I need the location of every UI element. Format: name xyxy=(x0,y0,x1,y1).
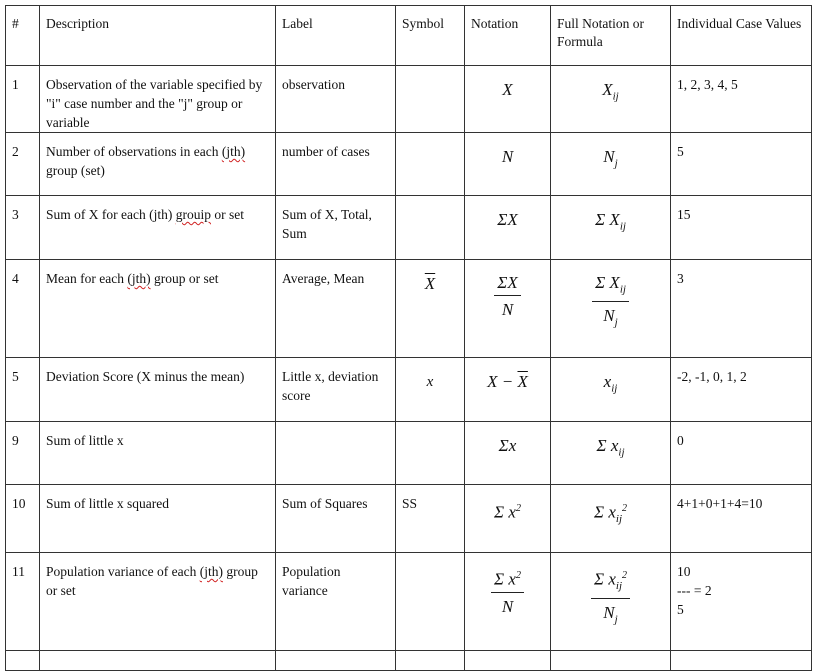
row-values: 5 xyxy=(671,133,812,196)
row-label: observation xyxy=(276,66,396,133)
row-description: Deviation Score (X minus the mean) xyxy=(40,358,276,422)
row-full-notation xyxy=(551,422,671,485)
math-full-notation: $x_{ij}$ xyxy=(603,372,618,395)
table-row-partial xyxy=(6,651,812,671)
row-number: 9 xyxy=(6,422,40,485)
row-number: 11 xyxy=(6,553,40,651)
row-values: 0 xyxy=(671,422,812,485)
header-description: Description xyxy=(40,6,276,66)
math-full-notation: Σ $x_{ij}^2$ xyxy=(593,502,628,526)
table-row xyxy=(6,66,812,133)
row-label xyxy=(276,422,396,485)
table-row xyxy=(6,260,812,358)
row-notation xyxy=(465,260,551,358)
row-symbol xyxy=(396,133,465,196)
row-number: 5 xyxy=(6,358,40,422)
math-notation-fraction: $\frac{\Sigma X}{N}$ xyxy=(494,273,521,321)
row-symbol xyxy=(396,553,465,651)
row-symbol xyxy=(396,260,465,358)
row-notation xyxy=(465,485,551,553)
math-notation: Σx xyxy=(498,436,517,455)
row-full-notation xyxy=(551,196,671,260)
row-notation xyxy=(465,358,551,422)
row-notation xyxy=(465,66,551,133)
row-description: Sum of X for each (jth) grouip or set xyxy=(40,196,276,260)
math-notation: Σ $x^2$ xyxy=(494,502,521,522)
statistics-notation-table xyxy=(5,5,812,671)
math-full-notation: $N_j$ xyxy=(603,147,618,170)
math-symbol: $\overline{X}$ xyxy=(424,274,436,293)
row-description: Sum of little x xyxy=(40,422,276,485)
header-label: Label xyxy=(276,6,396,66)
math-full-notation: $X_{ij}$ xyxy=(602,80,619,103)
row-values: -2, -1, 0, 1, 2 xyxy=(671,358,812,422)
row-notation xyxy=(465,133,551,196)
row-description: Mean for each (jth) group or set xyxy=(40,260,276,358)
table-row xyxy=(6,485,812,553)
row-symbol xyxy=(396,196,465,260)
row-values: 15 xyxy=(671,196,812,260)
row-values: 3 xyxy=(671,260,812,358)
header-row xyxy=(6,6,812,66)
row-label: Little x, deviation score xyxy=(276,358,396,422)
math-full-notation-fraction: $\frac{\Sigma X_{ij}}{N_j}$ xyxy=(592,273,629,334)
row-full-notation xyxy=(551,133,671,196)
row-number: 2 xyxy=(6,133,40,196)
row-description: Population variance of each (jth) group or set xyxy=(40,553,276,651)
row-full-notation xyxy=(551,260,671,358)
row-label: Sum of X, Total, Sum xyxy=(276,196,396,260)
row-label: Sum of Squares xyxy=(276,485,396,553)
table-row xyxy=(6,422,812,485)
table-row xyxy=(6,358,812,422)
row-full-notation xyxy=(551,358,671,422)
row-full-notation xyxy=(551,66,671,133)
table-row xyxy=(6,133,812,196)
row-label: number of cases xyxy=(276,133,396,196)
value-line: 10 xyxy=(677,564,691,579)
row-notation xyxy=(465,422,551,485)
header-symbol: Symbol xyxy=(396,6,465,66)
row-number: 1 xyxy=(6,66,40,133)
row-description: Number of observations in each (jth) group (set) xyxy=(40,133,276,196)
row-number: 3 xyxy=(6,196,40,260)
row-notation xyxy=(465,553,551,651)
row-symbol xyxy=(396,66,465,133)
row-symbol: SS xyxy=(396,485,465,553)
row-number: 10 xyxy=(6,485,40,553)
row-values xyxy=(671,553,812,651)
math-notation-fraction: $\frac{\Sigma x^2}{N}$ xyxy=(491,566,524,618)
math-full-notation: Σ $X_{ij}$ xyxy=(595,210,626,233)
row-full-notation xyxy=(551,553,671,651)
math-notation: N xyxy=(501,147,514,166)
math-notation: X xyxy=(502,80,513,99)
row-label: Population variance xyxy=(276,553,396,651)
row-values: 1, 2, 3, 4, 5 xyxy=(671,66,812,133)
header-notation: Notation xyxy=(465,6,551,66)
row-symbol xyxy=(396,422,465,485)
row-label: Average, Mean xyxy=(276,260,396,358)
row-notation xyxy=(465,196,551,260)
math-notation: $X - \overline{X}$ xyxy=(487,372,528,391)
math-symbol: x xyxy=(426,374,434,390)
row-description: Observation of the variable specified by "i" case number and the "j" group or variable xyxy=(40,66,276,133)
table-row xyxy=(6,196,812,260)
math-notation: ΣX xyxy=(497,210,518,229)
header-num: # xyxy=(6,6,40,66)
row-number: 4 xyxy=(6,260,40,358)
math-full-notation: Σ $x_{ij}$ xyxy=(596,436,625,459)
table-row xyxy=(6,553,812,651)
value-line: --- = 2 xyxy=(677,583,712,598)
header-full-notation: Full Notation or Formula xyxy=(551,6,671,66)
row-full-notation xyxy=(551,485,671,553)
row-values: 4+1+0+1+4=10 xyxy=(671,485,812,553)
math-full-notation-fraction: $\frac{\Sigma x_{ij}^2}{N_j}$ xyxy=(591,566,630,630)
header-values: Individual Case Values xyxy=(671,6,812,66)
row-description: Sum of little x squared xyxy=(40,485,276,553)
value-line: 5 xyxy=(677,602,684,617)
row-symbol xyxy=(396,358,465,422)
